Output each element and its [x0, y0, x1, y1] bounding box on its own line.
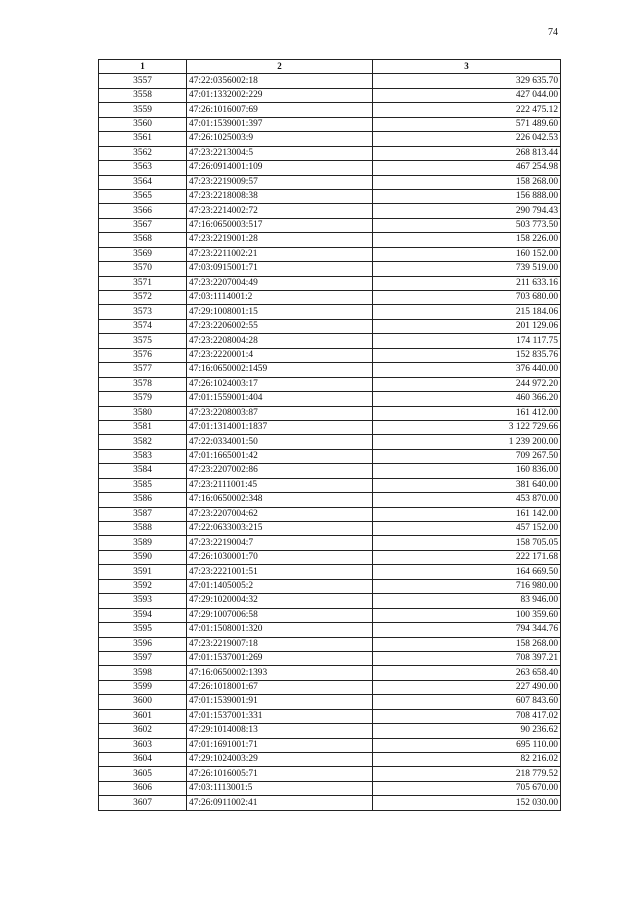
value-cell: 160 152.00 — [373, 247, 561, 261]
cadastral-number-cell: 47:23:2211002:21 — [187, 247, 373, 261]
value-cell: 467 254.98 — [373, 161, 561, 175]
row-number-cell: 3558 — [99, 88, 187, 102]
row-number-cell: 3560 — [99, 117, 187, 131]
row-number-cell: 3572 — [99, 291, 187, 305]
value-cell: 453 870.00 — [373, 493, 561, 507]
value-cell: 160 836.00 — [373, 464, 561, 478]
value-cell: 152 030.00 — [373, 796, 561, 810]
cadastral-number-cell: 47:16:0650002:1459 — [187, 363, 373, 377]
cadastral-number-cell: 47:01:1539001:91 — [187, 695, 373, 709]
value-cell: 222 475.12 — [373, 103, 561, 117]
row-number-cell: 3557 — [99, 74, 187, 88]
row-number-cell: 3599 — [99, 680, 187, 694]
table-row — [99, 406, 561, 420]
table-row — [99, 651, 561, 665]
cadastral-number-cell: 47:01:1665001:42 — [187, 449, 373, 463]
row-number-cell: 3591 — [99, 565, 187, 579]
row-number-cell: 3592 — [99, 579, 187, 593]
row-number-cell: 3562 — [99, 146, 187, 160]
table-row — [99, 767, 561, 781]
row-number-cell: 3564 — [99, 175, 187, 189]
table-row — [99, 247, 561, 261]
table-row — [99, 608, 561, 622]
table-row — [99, 753, 561, 767]
row-number-cell: 3586 — [99, 493, 187, 507]
value-cell: 263 658.40 — [373, 666, 561, 680]
value-cell: 83 946.00 — [373, 594, 561, 608]
table-row — [99, 291, 561, 305]
table-row — [99, 550, 561, 564]
cadastral-number-cell: 47:23:2208004:28 — [187, 334, 373, 348]
value-cell: 158 705.05 — [373, 536, 561, 550]
value-cell: 460 366.20 — [373, 392, 561, 406]
value-cell: 457 152.00 — [373, 522, 561, 536]
value-cell: 215 184.06 — [373, 305, 561, 319]
cadastral-number-cell: 47:01:1537001:269 — [187, 651, 373, 665]
cadastral-number-cell: 47:29:1020004:32 — [187, 594, 373, 608]
value-cell: 227 490.00 — [373, 680, 561, 694]
cadastral-number-cell: 47:01:1537001:331 — [187, 709, 373, 723]
table-row — [99, 493, 561, 507]
cadastral-number-cell: 47:23:2207002:86 — [187, 464, 373, 478]
row-number-cell: 3581 — [99, 420, 187, 434]
row-number-cell: 3569 — [99, 247, 187, 261]
cadastral-number-cell: 47:26:1025003:9 — [187, 132, 373, 146]
row-number-cell: 3607 — [99, 796, 187, 810]
table-row — [99, 88, 561, 102]
table-row — [99, 709, 561, 723]
row-number-cell: 3559 — [99, 103, 187, 117]
row-number-cell: 3598 — [99, 666, 187, 680]
table-row — [99, 319, 561, 333]
cadastral-number-cell: 47:01:1314001:1837 — [187, 420, 373, 434]
value-cell: 503 773.50 — [373, 218, 561, 232]
value-cell: 427 044.00 — [373, 88, 561, 102]
value-cell: 161 412.00 — [373, 406, 561, 420]
value-cell: 3 122 729.66 — [373, 420, 561, 434]
table-row — [99, 724, 561, 738]
row-number-cell: 3578 — [99, 377, 187, 391]
value-cell: 174 117.75 — [373, 334, 561, 348]
row-number-cell: 3568 — [99, 233, 187, 247]
cadastral-number-cell: 47:01:1332002:229 — [187, 88, 373, 102]
cadastral-number-cell: 47:23:2208003:87 — [187, 406, 373, 420]
value-cell: 156 888.00 — [373, 189, 561, 203]
value-cell: 709 267.50 — [373, 449, 561, 463]
cadastral-number-cell: 47:23:2219009:57 — [187, 175, 373, 189]
row-number-cell: 3561 — [99, 132, 187, 146]
cadastral-number-cell: 47:23:2206002:55 — [187, 319, 373, 333]
cadastral-number-cell: 47:01:1559001:404 — [187, 392, 373, 406]
row-number-cell: 3574 — [99, 319, 187, 333]
cadastral-number-cell: 47:23:2219007:18 — [187, 637, 373, 651]
column-header-3: 3 — [373, 60, 561, 74]
value-cell: 90 236.62 — [373, 724, 561, 738]
table-row — [99, 334, 561, 348]
cadastral-number-cell: 47:23:2207004:49 — [187, 276, 373, 290]
value-cell: 1 239 200.00 — [373, 435, 561, 449]
table-row — [99, 363, 561, 377]
value-cell: 794 344.76 — [373, 623, 561, 637]
row-number-cell: 3584 — [99, 464, 187, 478]
table-row — [99, 623, 561, 637]
cadastral-number-cell: 47:26:0911002:41 — [187, 796, 373, 810]
cadastral-number-cell: 47:23:2111001:45 — [187, 478, 373, 492]
cadastral-number-cell: 47:26:0914001:109 — [187, 161, 373, 175]
table-row — [99, 117, 561, 131]
cadastral-number-cell: 47:29:1014008:13 — [187, 724, 373, 738]
row-number-cell: 3577 — [99, 363, 187, 377]
value-cell: 100 359.60 — [373, 608, 561, 622]
cadastral-number-cell: 47:01:1691001:71 — [187, 738, 373, 752]
table-row — [99, 276, 561, 290]
value-cell: 381 640.00 — [373, 478, 561, 492]
value-cell: 211 633.16 — [373, 276, 561, 290]
row-number-cell: 3567 — [99, 218, 187, 232]
table-row — [99, 161, 561, 175]
value-cell: 703 680.00 — [373, 291, 561, 305]
table-row — [99, 348, 561, 362]
table-header-row — [99, 60, 561, 74]
table-row — [99, 464, 561, 478]
value-cell: 708 417.02 — [373, 709, 561, 723]
cadastral-number-cell: 47:29:1007006:58 — [187, 608, 373, 622]
row-number-cell: 3576 — [99, 348, 187, 362]
cadastral-number-cell: 47:22:0334001:50 — [187, 435, 373, 449]
value-cell: 152 835.76 — [373, 348, 561, 362]
table-row — [99, 507, 561, 521]
row-number-cell: 3570 — [99, 262, 187, 276]
cadastral-number-cell: 47:23:2221001:51 — [187, 565, 373, 579]
table-row — [99, 262, 561, 276]
cadastral-number-cell: 47:22:0356002:18 — [187, 74, 373, 88]
table-row — [99, 103, 561, 117]
table-row — [99, 449, 561, 463]
row-number-cell: 3573 — [99, 305, 187, 319]
table-row — [99, 146, 561, 160]
table-row — [99, 233, 561, 247]
cadastral-number-cell: 47:22:0633003:215 — [187, 522, 373, 536]
table-row — [99, 204, 561, 218]
table-row — [99, 189, 561, 203]
table-row — [99, 305, 561, 319]
table-row — [99, 594, 561, 608]
table-row — [99, 579, 561, 593]
value-cell: 571 489.60 — [373, 117, 561, 131]
table-row — [99, 536, 561, 550]
row-number-cell: 3580 — [99, 406, 187, 420]
row-number-cell: 3589 — [99, 536, 187, 550]
row-number-cell: 3600 — [99, 695, 187, 709]
row-number-cell: 3590 — [99, 550, 187, 564]
value-cell: 226 042.53 — [373, 132, 561, 146]
cadastral-number-cell: 47:01:1405005:2 — [187, 579, 373, 593]
row-number-cell: 3571 — [99, 276, 187, 290]
value-cell: 708 397.21 — [373, 651, 561, 665]
cadastral-number-cell: 47:16:0650002:1393 — [187, 666, 373, 680]
cadastral-number-cell: 47:16:0650002:348 — [187, 493, 373, 507]
value-cell: 218 779.52 — [373, 767, 561, 781]
cadastral-number-cell: 47:26:1030001:70 — [187, 550, 373, 564]
value-cell: 739 519.00 — [373, 262, 561, 276]
value-cell: 376 440.00 — [373, 363, 561, 377]
cadastral-number-cell: 47:03:1113001:5 — [187, 781, 373, 795]
cadastral-number-cell: 47:23:2219004:7 — [187, 536, 373, 550]
table-row — [99, 738, 561, 752]
table-row — [99, 435, 561, 449]
value-cell: 290 794.43 — [373, 204, 561, 218]
cadastral-number-cell: 47:29:1024003:29 — [187, 753, 373, 767]
table-row — [99, 637, 561, 651]
row-number-cell: 3566 — [99, 204, 187, 218]
cadastral-number-cell: 47:23:2214002:72 — [187, 204, 373, 218]
table-row — [99, 175, 561, 189]
cadastral-number-cell: 47:26:1018001:67 — [187, 680, 373, 694]
cadastral-number-cell: 47:23:2218008:38 — [187, 189, 373, 203]
row-number-cell: 3606 — [99, 781, 187, 795]
table-row — [99, 218, 561, 232]
value-cell: 201 129.06 — [373, 319, 561, 333]
value-cell: 705 670.00 — [373, 781, 561, 795]
column-header-1: 1 — [99, 60, 187, 74]
table-row — [99, 74, 561, 88]
cadastral-number-cell: 47:23:2213004:5 — [187, 146, 373, 160]
column-header-2: 2 — [187, 60, 373, 74]
value-cell: 158 226.00 — [373, 233, 561, 247]
table-row — [99, 377, 561, 391]
row-number-cell: 3595 — [99, 623, 187, 637]
value-cell: 716 980.00 — [373, 579, 561, 593]
value-cell: 222 171.68 — [373, 550, 561, 564]
value-cell: 244 972.20 — [373, 377, 561, 391]
row-number-cell: 3603 — [99, 738, 187, 752]
row-number-cell: 3583 — [99, 449, 187, 463]
row-number-cell: 3605 — [99, 767, 187, 781]
row-number-cell: 3594 — [99, 608, 187, 622]
table-row — [99, 666, 561, 680]
row-number-cell: 3563 — [99, 161, 187, 175]
row-number-cell: 3588 — [99, 522, 187, 536]
table-row — [99, 695, 561, 709]
value-cell: 161 142.00 — [373, 507, 561, 521]
cadastral-number-cell: 47:03:0915001:71 — [187, 262, 373, 276]
cadastral-number-cell: 47:26:1024003:17 — [187, 377, 373, 391]
cadastral-number-cell: 47:01:1508001:320 — [187, 623, 373, 637]
table-row — [99, 132, 561, 146]
value-cell: 158 268.00 — [373, 175, 561, 189]
table-row — [99, 781, 561, 795]
table-body — [99, 74, 561, 810]
value-cell: 164 669.50 — [373, 565, 561, 579]
row-number-cell: 3597 — [99, 651, 187, 665]
table-row — [99, 392, 561, 406]
table-row — [99, 478, 561, 492]
cadastral-number-cell: 47:03:1114001:2 — [187, 291, 373, 305]
cadastral-number-cell: 47:23:2220001:4 — [187, 348, 373, 362]
table-row — [99, 565, 561, 579]
cadastral-number-cell: 47:29:1008001:15 — [187, 305, 373, 319]
value-cell: 695 110.00 — [373, 738, 561, 752]
row-number-cell: 3587 — [99, 507, 187, 521]
row-number-cell: 3604 — [99, 753, 187, 767]
row-number-cell: 3579 — [99, 392, 187, 406]
row-number-cell: 3602 — [99, 724, 187, 738]
row-number-cell: 3565 — [99, 189, 187, 203]
table-row — [99, 420, 561, 434]
row-number-cell: 3585 — [99, 478, 187, 492]
value-cell: 82 216.02 — [373, 753, 561, 767]
cadastral-number-cell: 47:23:2207004:62 — [187, 507, 373, 521]
row-number-cell: 3575 — [99, 334, 187, 348]
value-cell: 329 635.70 — [373, 74, 561, 88]
row-number-cell: 3593 — [99, 594, 187, 608]
cadastral-number-cell: 47:26:1016007:69 — [187, 103, 373, 117]
page-number: 74 — [548, 27, 558, 38]
value-cell: 268 813.44 — [373, 146, 561, 160]
row-number-cell: 3601 — [99, 709, 187, 723]
value-cell: 158 268.00 — [373, 637, 561, 651]
registry-table — [98, 59, 561, 811]
cadastral-number-cell: 47:26:1016005:71 — [187, 767, 373, 781]
cadastral-number-cell: 47:01:1539001:397 — [187, 117, 373, 131]
table-row — [99, 522, 561, 536]
cadastral-number-cell: 47:23:2219001:28 — [187, 233, 373, 247]
cadastral-number-cell: 47:16:0650003:517 — [187, 218, 373, 232]
value-cell: 607 843.60 — [373, 695, 561, 709]
row-number-cell: 3596 — [99, 637, 187, 651]
row-number-cell: 3582 — [99, 435, 187, 449]
table-row — [99, 796, 561, 810]
table-row — [99, 680, 561, 694]
